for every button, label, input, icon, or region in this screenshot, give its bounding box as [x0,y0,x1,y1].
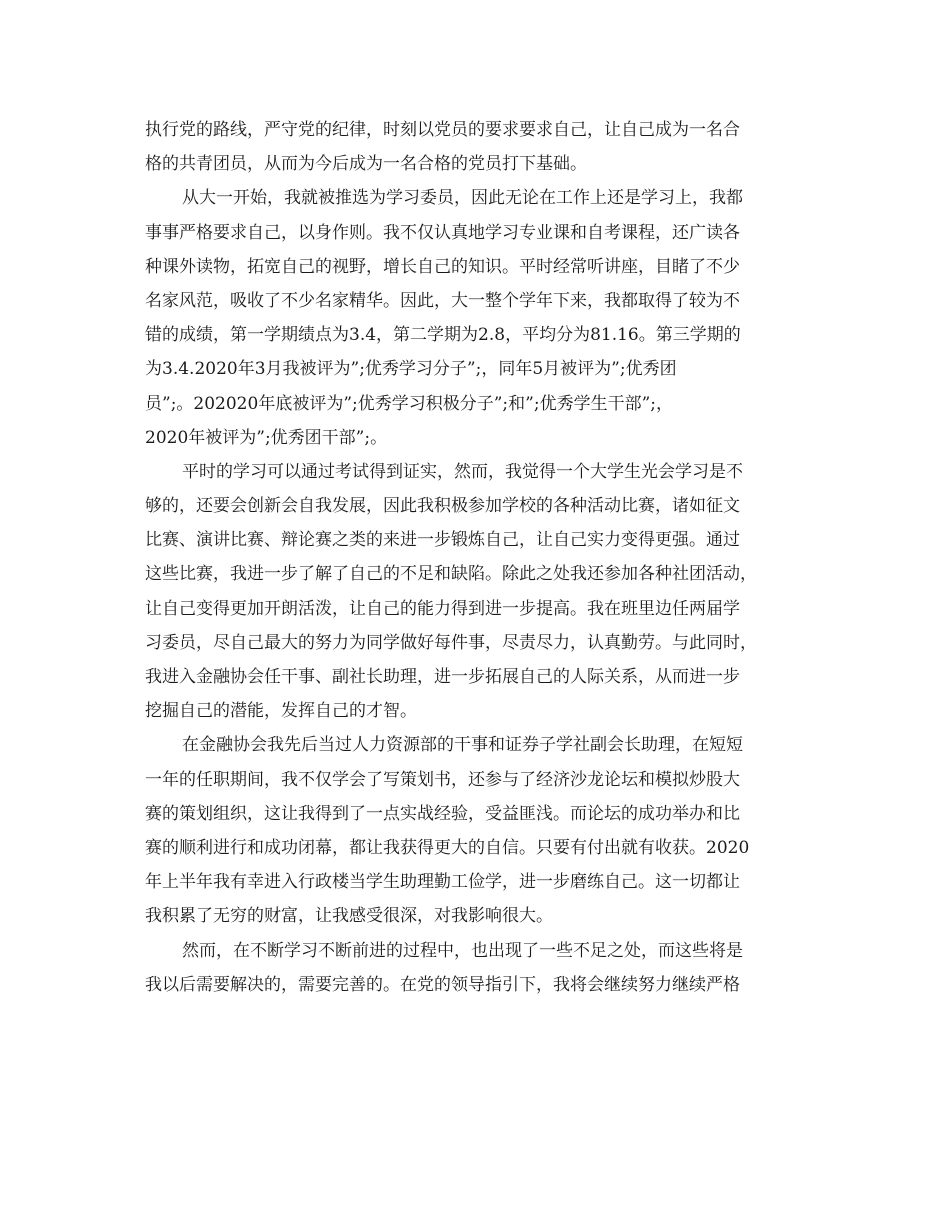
text-line: 我进入金融协会任干事、副社长助理，进一步拓展自己的人际关系，从而进一步 [145,667,740,687]
paragraph [145,934,805,1002]
text-line: 赛的策划组织，这让我得到了一点实战经验，受益匪浅。而论坛的成功举办和比 [145,803,740,824]
text-line: 够的，还要会创新会自我发展，因此我积极参加学校的各种活动比赛，诸如征文 [145,496,740,517]
text-line: 比赛、演讲比赛、辩论赛之类的来进一步锻炼自己，让自己实力变得更强。通过 [145,530,740,551]
text-line: 让自己变得更加开朗活泼，让自己的能力得到进一步提高。我在班里边任两届学 [145,598,740,619]
text-line: 名家风范，吸收了不少名家精华。因此，大一整个学年下来，我都取得了较为不 [145,290,740,311]
text-line: 我以后需要解决的，需要完善的。在党的领导指引下，我将会继续努力继续严格 [145,974,740,995]
text-line: 我积累了无穷的财富，让我感受很深，对我影响很大。 [145,906,553,927]
text-line: 2020年被评为”;优秀团干部”;。 [145,427,388,448]
text-line: 这些比赛，我进一步了解了自己的不足和缺陷。除此之处我还参加各种社团活动， [145,564,757,585]
text-line: 一年的任职期间，我不仅学会了写策划书，还参与了经济沙龙论坛和模拟炒股大 [145,769,740,790]
text-line: 错的成绩，第一学期绩点为3.4，第二学期为2.8，平均分为81.16。第三学期的 [145,325,741,346]
text-line: 执行党的路线，严守党的纪律，时刻以党员的要求要求自己，让自己成为一名合 [145,120,740,140]
document-body [145,113,805,1002]
paragraph [145,728,805,933]
text-line: 格的共青团员，从而为今后成为一名合格的党员打下基础。 [145,154,587,175]
text-line: 种课外读物，拓宽自己的视野，增长自己的知识。平时经常听讲座，目睹了不少 [145,256,740,277]
text-line: 挖掘自己的潜能，发挥自己的才智。 [145,701,417,722]
text-line: 为3.4.2020年3月我被评为”;优秀学习分子”;，同年5月被评为”;优秀团 [145,359,677,380]
text-line: 从大一开始，我就被推选为学习委员，因此无论在工作上还是学习上，我都 [182,188,743,209]
text-line: 赛的顺利进行和成功闭幕，都让我获得更大的自信。只要有付出就有收获。2020 [145,837,750,858]
paragraph [145,113,805,181]
text-line: 平时的学习可以通过考试得到证实，然而，我觉得一个大学生光会学习是不 [182,461,743,482]
text-line: 年上半年我有幸进入行政楼当学生助理勤工俭学，进一步磨练自己。这一切都让 [145,872,740,893]
text-line: 事事严格要求自己，以身作则。我不仅认真地学习专业课和自考课程，还广读各 [145,222,740,243]
paragraph [145,181,805,455]
text-line: 员”;。202020年底被评为”;优秀学习积极分子”;和”;优秀学生干部”;， [145,393,673,414]
paragraph [145,455,805,729]
text-line: 在金融协会我先后当过人力资源部的干事和证券子学社副会长助理，在短短 [182,735,743,756]
text-line: 习委员，尽自己最大的努力为同学做好每件事，尽责尽力，认真勤劳。与此同时， [145,632,757,653]
text-line: 然而，在不断学习不断前进的过程中，也出现了一些不足之处，而这些将是 [182,940,743,961]
